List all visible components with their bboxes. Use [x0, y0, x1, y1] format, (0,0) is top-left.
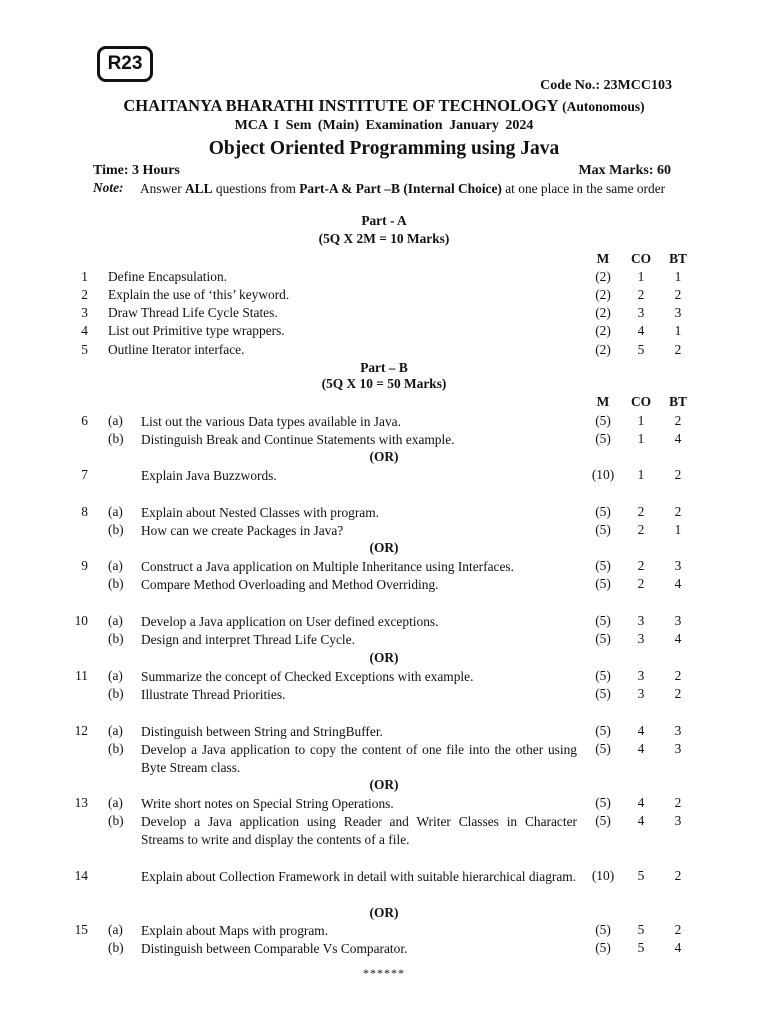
question-number: 1	[81, 269, 88, 284]
institute-title: CHAITANYA BHARATHI INSTITUTE OF TECHNOLOGY	[123, 96, 558, 115]
question-text: Develop a Java application on User defined exceptions.	[141, 614, 439, 629]
question-number: 14	[74, 868, 88, 883]
question-text: Summarize the concept of Checked Exceptions with example.	[141, 669, 474, 684]
question-number: 2	[81, 287, 88, 302]
note-bold-parts: Part-A & Part –B (Internal Choice)	[299, 181, 502, 196]
question-marks: (2)	[595, 287, 611, 302]
or-separator: (OR)	[369, 905, 399, 920]
question-sub-label: (a)	[108, 922, 123, 937]
question-row	[0, 922, 768, 940]
question-sub-label: (a)	[108, 558, 123, 573]
question-number: 4	[81, 323, 88, 338]
question-marks: (5)	[595, 940, 611, 955]
question-bt: 2	[674, 668, 682, 683]
question-text: Draw Thread Life Cycle States.	[108, 305, 278, 320]
question-sub-label: (b)	[108, 576, 124, 591]
exam-title: MCA I Sem (Main) Examination January 2024	[234, 118, 534, 133]
question-text: Distinguish Break and Continue Statements with example.	[141, 432, 455, 447]
question-sub-label: (b)	[108, 741, 124, 756]
question-text: Explain about Collection Framework in detail with suitable hierarchical diagram.	[141, 869, 577, 884]
question-co: 2	[637, 522, 645, 537]
question-co: 3	[637, 613, 645, 628]
question-row	[0, 467, 768, 485]
question-bt: 2	[674, 287, 682, 302]
or-separator: (OR)	[369, 650, 399, 665]
part-b-marks: (5Q X 10 = 50 Marks)	[321, 376, 447, 391]
question-marks: (5)	[595, 576, 611, 591]
question-marks: (5)	[595, 522, 611, 537]
question-row	[0, 795, 768, 813]
question-bt: 3	[674, 305, 682, 320]
question-co: 1	[637, 413, 645, 428]
question-bt: 3	[674, 558, 682, 573]
question-number: 6	[81, 413, 88, 428]
question-bt: 4	[674, 576, 682, 591]
question-text: Explain the use of ‘this’ keyword.	[108, 287, 290, 302]
question-row	[0, 576, 768, 594]
question-bt: 1	[674, 522, 682, 537]
question-co: 5	[637, 342, 645, 357]
question-sub-label: (a)	[108, 504, 123, 519]
header-m: M	[596, 251, 610, 266]
question-number: 12	[74, 723, 88, 738]
max-marks-label: Max Marks: 60	[578, 163, 671, 178]
question-co: 3	[637, 305, 645, 320]
question-row	[0, 723, 768, 741]
question-row	[0, 287, 768, 305]
question-co: 4	[637, 323, 645, 338]
question-number: 11	[75, 668, 88, 683]
question-co: 2	[637, 504, 645, 519]
header-m: M	[596, 394, 610, 409]
question-row	[0, 413, 768, 431]
or-separator: (OR)	[369, 777, 399, 792]
question-text: Develop a Java application to copy the content of one file into the other using Byte Stream class.	[141, 742, 577, 775]
subject-title: Object Oriented Programming using Java	[208, 138, 560, 159]
question-co: 3	[637, 686, 645, 701]
question-bt: 4	[674, 631, 682, 646]
question-co: 1	[637, 269, 645, 284]
question-row	[0, 558, 768, 576]
or-separator: (OR)	[369, 540, 399, 555]
question-co: 4	[637, 723, 645, 738]
question-marks: (5)	[595, 413, 611, 428]
question-marks: (5)	[595, 558, 611, 573]
part-a-marks: (5Q X 2M = 10 Marks)	[318, 231, 450, 246]
question-row	[0, 686, 768, 704]
question-text: Develop a Java application using Reader and Writer Classes in Character Streams to write and display the contents of a file.	[141, 814, 577, 847]
question-marks: (5)	[595, 668, 611, 683]
question-co: 2	[637, 576, 645, 591]
note-text	[140, 180, 685, 198]
question-bt: 2	[674, 868, 682, 883]
question-marks: (2)	[595, 342, 611, 357]
note-part: Answer	[140, 181, 185, 196]
part-b-header-row	[0, 394, 768, 412]
question-marks: (5)	[595, 504, 611, 519]
question-text: Explain about Maps with program.	[141, 923, 329, 938]
question-number: 8	[81, 504, 88, 519]
question-row	[0, 305, 768, 323]
question-text: Design and interpret Thread Life Cycle.	[141, 632, 355, 647]
question-text: Distinguish between String and StringBuffer.	[141, 724, 383, 739]
question-marks: (5)	[595, 631, 611, 646]
question-bt: 3	[674, 813, 682, 828]
question-text: Distinguish between Comparable Vs Comparator.	[141, 941, 408, 956]
code-number: Code No.: 23MCC103	[540, 78, 672, 93]
question-marks: (2)	[595, 269, 611, 284]
header-bt: BT	[669, 394, 687, 409]
question-bt: 4	[674, 940, 682, 955]
question-marks: (10)	[591, 868, 615, 883]
question-bt: 2	[674, 795, 682, 810]
question-marks: (5)	[595, 723, 611, 738]
question-co: 1	[637, 431, 645, 446]
question-text: Compare Method Overloading and Method Overriding.	[141, 577, 439, 592]
question-row	[0, 431, 768, 449]
question-number: 15	[74, 922, 88, 937]
question-co: 5	[637, 868, 645, 883]
question-sub-label: (b)	[108, 686, 124, 701]
question-text: Explain Java Buzzwords.	[141, 468, 277, 483]
question-marks: (2)	[595, 323, 611, 338]
question-marks: (5)	[595, 813, 611, 828]
question-row	[0, 631, 768, 649]
question-text: Construct a Java application on Multiple Inheritance using Interfaces.	[141, 559, 514, 574]
question-co: 5	[637, 940, 645, 955]
question-row	[0, 613, 768, 631]
time-label: Time: 3 Hours	[93, 163, 180, 178]
part-a-header-row	[0, 251, 768, 269]
note-part: at one place in the same order	[501, 181, 666, 196]
header-bt: BT	[669, 251, 687, 266]
question-marks: (10)	[591, 467, 615, 482]
question-row	[0, 342, 768, 360]
question-sub-label: (a)	[108, 613, 123, 628]
question-bt: 2	[674, 467, 682, 482]
question-sub-label: (a)	[108, 668, 123, 683]
or-separator: (OR)	[369, 449, 399, 464]
question-marks: (2)	[595, 305, 611, 320]
question-bt: 3	[674, 723, 682, 738]
question-co: 4	[637, 795, 645, 810]
question-number: 7	[81, 467, 88, 482]
question-row	[0, 940, 768, 958]
footer-stars: ******	[363, 966, 405, 980]
question-number: 13	[74, 795, 88, 810]
question-marks: (5)	[595, 795, 611, 810]
question-text: Write short notes on Special String Operations.	[141, 796, 394, 811]
question-row	[0, 668, 768, 686]
question-bt: 3	[674, 741, 682, 756]
question-row	[0, 323, 768, 341]
question-sub-label: (b)	[108, 940, 124, 955]
question-marks: (5)	[595, 431, 611, 446]
question-bt: 3	[674, 613, 682, 628]
question-co: 2	[637, 558, 645, 573]
question-number: 10	[74, 613, 88, 628]
question-row	[0, 868, 768, 886]
question-number: 9	[81, 558, 88, 573]
question-row	[0, 522, 768, 540]
question-text: How can we create Packages in Java?	[141, 523, 344, 538]
regulation-badge: R23	[97, 46, 153, 82]
part-a-title: Part - A	[361, 213, 407, 228]
question-text: List out the various Data types available in Java.	[141, 414, 401, 429]
question-co: 4	[637, 741, 645, 756]
header-co: CO	[630, 394, 652, 409]
question-text: Outline Iterator interface.	[108, 342, 245, 357]
question-text: Define Encapsulation.	[108, 269, 227, 284]
question-row	[0, 741, 768, 775]
question-co: 3	[637, 631, 645, 646]
note-part: questions from	[212, 181, 300, 196]
question-co: 1	[637, 467, 645, 482]
question-row	[0, 269, 768, 287]
note-label: Note:	[93, 180, 124, 195]
question-text: Illustrate Thread Priorities.	[141, 687, 286, 702]
question-marks: (5)	[595, 613, 611, 628]
question-number: 5	[81, 342, 88, 357]
question-sub-label: (b)	[108, 431, 124, 446]
question-text: List out Primitive type wrappers.	[108, 323, 285, 338]
question-bt: 1	[674, 269, 682, 284]
question-marks: (5)	[595, 686, 611, 701]
question-sub-label: (a)	[108, 413, 123, 428]
question-row	[0, 504, 768, 522]
question-co: 2	[637, 287, 645, 302]
header-co: CO	[630, 251, 652, 266]
institute-name	[0, 96, 768, 116]
note-bold-all: ALL	[185, 181, 213, 196]
part-b-title: Part – B	[360, 360, 408, 375]
question-bt: 2	[674, 686, 682, 701]
question-sub-label: (a)	[108, 723, 123, 738]
question-co: 3	[637, 668, 645, 683]
question-marks: (5)	[595, 922, 611, 937]
question-co: 5	[637, 922, 645, 937]
question-co: 4	[637, 813, 645, 828]
question-bt: 2	[674, 413, 682, 428]
question-bt: 2	[674, 922, 682, 937]
question-bt: 2	[674, 504, 682, 519]
question-sub-label: (b)	[108, 522, 124, 537]
question-number: 3	[81, 305, 88, 320]
question-sub-label: (b)	[108, 631, 124, 646]
question-sub-label: (b)	[108, 813, 124, 828]
question-marks: (5)	[595, 741, 611, 756]
question-bt: 2	[674, 342, 682, 357]
question-bt: 1	[674, 323, 682, 338]
question-sub-label: (a)	[108, 795, 123, 810]
question-row	[0, 813, 768, 847]
question-bt: 4	[674, 431, 682, 446]
autonomous-label: (Autonomous)	[562, 99, 645, 114]
question-text: Explain about Nested Classes with program.	[141, 505, 380, 520]
